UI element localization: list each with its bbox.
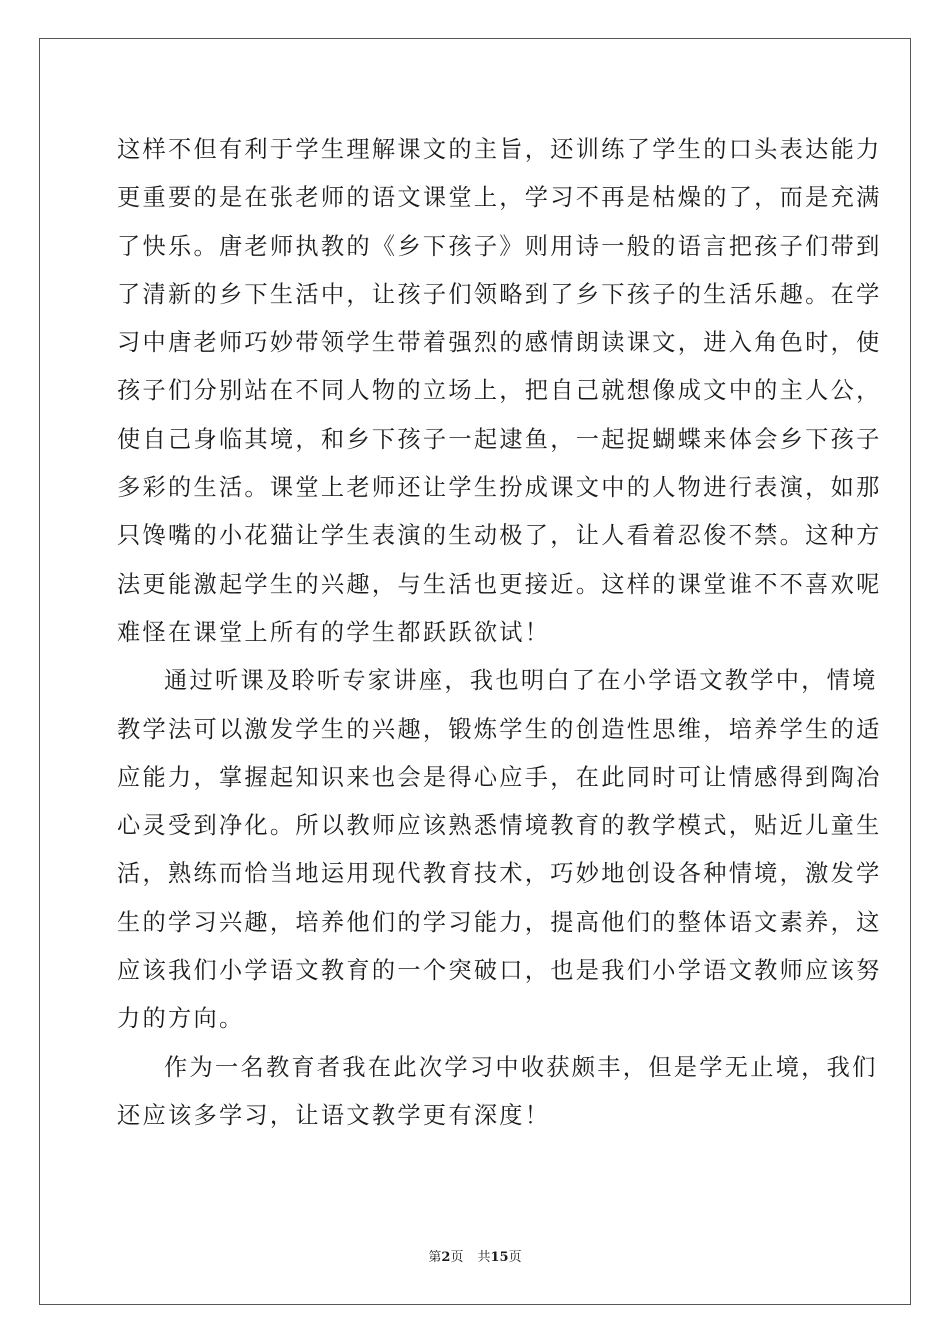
text-line: 了清新的乡下生活中，让孩子们领略到了乡下孩子的生活乐趣。在学 bbox=[117, 280, 882, 308]
text-line: 难怪在课堂上所有的学生都跃跃欲试！ bbox=[117, 618, 551, 646]
page-suffix: 页 bbox=[450, 1250, 464, 1265]
total-pages: 15 bbox=[490, 1250, 509, 1265]
text-line: 心灵受到净化。所以教师应该熟悉情境教育的教学模式，贴近儿童生 bbox=[117, 812, 882, 840]
text-line: 法更能激起学生的兴趣，与生活也更接近。这样的课堂谁不不喜欢呢 bbox=[117, 570, 882, 598]
paragraph-start-line: 通过听课及聆听专家讲座，我也明白了在小学语文教学中，情境 bbox=[164, 667, 878, 695]
text-line: 多彩的生活。课堂上老师还让学生扮成课文中的人物进行表演，如那 bbox=[117, 474, 882, 502]
text-line: 使自己身临其境，和乡下孩子一起逮鱼，一起捉蝴蝶来体会乡下孩子 bbox=[117, 425, 882, 453]
page-prefix: 第 bbox=[428, 1250, 442, 1265]
text-line: 只馋嘴的小花猫让学生表演的生动极了，让人看着忍俊不禁。这种方 bbox=[117, 522, 882, 550]
document-body bbox=[117, 126, 882, 1140]
total-suffix: 页 bbox=[508, 1250, 522, 1265]
text-line: 应能力，掌握起知识来也会是得心应手，在此同时可让情感得到陶冶 bbox=[117, 763, 882, 791]
text-line: 活，熟练而恰当地运用现代教育技术，巧妙地创设各种情境，激发学 bbox=[117, 860, 882, 888]
text-line: 教学法可以激发学生的兴趣，锻炼学生的创造性思维，培养学生的适 bbox=[117, 715, 882, 743]
total-prefix: 共 bbox=[477, 1250, 491, 1265]
text-line: 这样不但有利于学生理解课文的主旨，还训练了学生的口头表达能力 bbox=[117, 136, 882, 163]
text-line: 孩子们分别站在不同人物的立场上，把自己就想像成文中的主人公， bbox=[117, 377, 882, 405]
page-footer bbox=[0, 1246, 950, 1265]
text-line: 还应该多学习，让语文教学更有深度！ bbox=[117, 1101, 551, 1129]
page-number: 2 bbox=[441, 1250, 451, 1265]
text-line: 更重要的是在张老师的语文课堂上，学习不再是枯燥的了，而是充满 bbox=[117, 184, 882, 212]
text-line: 生的学习兴趣，培养他们的学习能力，提高他们的整体语文素养，这 bbox=[117, 908, 882, 936]
text-line: 力的方向。 bbox=[117, 1005, 245, 1033]
paragraph-start-line: 作为一名教育者我在此次学习中收获颇丰，但是学无止境，我们 bbox=[164, 1053, 878, 1081]
text-line: 应该我们小学语文教育的一个突破口，也是我们小学语文教师应该努 bbox=[117, 957, 882, 985]
text-line: 习中唐老师巧妙带领学生带着强烈的感情朗读课文，进入角色时，使 bbox=[117, 329, 882, 357]
text-line: 了快乐。唐老师执教的《乡下孩子》则用诗一般的语言把孩子们带到 bbox=[117, 232, 882, 260]
